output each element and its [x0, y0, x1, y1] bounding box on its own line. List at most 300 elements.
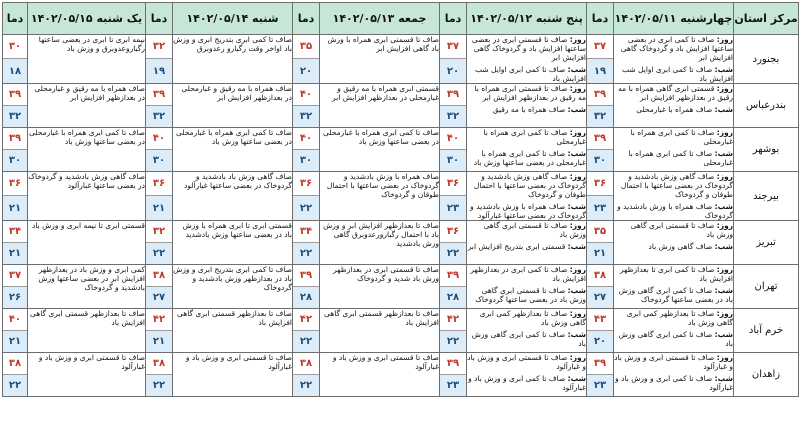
- forecast-cell: [320, 35, 440, 84]
- max-temp: ۳۸: [587, 265, 613, 287]
- night-label: شب:: [714, 105, 733, 114]
- min-temp: ۲۰: [293, 59, 319, 83]
- min-temp: ۲۲: [146, 375, 172, 397]
- min-temp: ۲۱: [146, 196, 172, 220]
- forecast-cell: [614, 221, 734, 265]
- day-forecast-text: صاف تا قسمتی ابری گاهی وزش باد: [630, 221, 733, 239]
- max-temp: ۴۰: [146, 128, 172, 150]
- night-forecast: [614, 286, 733, 304]
- day-forecast-text: صاف تا قسمتی ابری و وزش باد و غبارآلود: [614, 353, 733, 371]
- min-temp: ۲۲: [293, 243, 319, 265]
- forecast-cell: [173, 309, 293, 353]
- forecast-text: صاف تا کمی ابری همراه با غبارمحلی در بعضی ساعتها وزش باد: [29, 128, 145, 146]
- day-forecast: [614, 172, 733, 199]
- min-temp: ۲۰: [440, 59, 466, 83]
- forecast-cell: [467, 84, 587, 128]
- city-name: زاهدان: [734, 353, 799, 397]
- temperature-cell: [293, 353, 320, 397]
- city-name: بوشهر: [734, 128, 799, 172]
- forecast-cell: [320, 353, 440, 397]
- night-label: شب:: [567, 149, 586, 158]
- table-row: [3, 172, 799, 221]
- night-forecast: [614, 65, 733, 83]
- day-forecast-text: صاف تا قسمتی ابری در بعضی ساعتها افزایش باد و گردوخاک گاهی افزایش ابر: [471, 35, 586, 62]
- max-temp: ۳۹: [3, 84, 27, 106]
- forecast-text: صاف تا قسمتی ابری در بعدازظهر وزش باد شدید و گردوخاک: [333, 265, 439, 283]
- forecast-cell: [614, 35, 734, 84]
- min-temp: ۳۲: [146, 106, 172, 128]
- day-label: روز:: [569, 265, 586, 274]
- forecast-text: قسمتی ابری تا نیمه ابری و وزش باد: [32, 221, 145, 230]
- night-forecast-text: صاف تا کمی ابری و وزش باد و غبارآلود: [615, 374, 733, 392]
- temperature-cell: [146, 128, 173, 172]
- max-temp: ۳۸: [146, 353, 172, 375]
- temp-column-header: دما: [3, 3, 28, 35]
- temperature-cell: [293, 309, 320, 353]
- day-forecast: [614, 35, 733, 62]
- day-forecast: [614, 265, 733, 283]
- forecast-cell: [28, 35, 146, 84]
- min-temp: ۱۹: [587, 59, 613, 83]
- forecast-text: نیمه ابری تا ابری در بعضی ساعتها رگباروعدوبرق و وزش باد: [38, 35, 145, 53]
- forecast-cell: [173, 353, 293, 397]
- forecast-cell: [614, 353, 734, 397]
- day-forecast-text: صاف گاهی وزش بادشدید و گردوخاک در بعضی ساعتها با احتمال طوفان و گردوخاک: [620, 172, 733, 199]
- day-forecast: [467, 221, 586, 239]
- night-label: شب:: [567, 374, 586, 383]
- city-name: بندرعباس: [734, 84, 799, 128]
- max-temp: ۳۸: [3, 353, 27, 375]
- max-temp: ۴۳: [587, 309, 613, 331]
- temperature-cell: [146, 265, 173, 309]
- night-label: شب:: [714, 65, 733, 74]
- day-label: روز:: [716, 35, 733, 44]
- min-temp: ۱۸: [3, 59, 27, 83]
- min-temp: ۳۰: [293, 150, 319, 172]
- min-temp: ۲۲: [440, 331, 466, 353]
- temperature-cell: [587, 35, 614, 84]
- temperature-cell: [3, 353, 28, 397]
- day-label: روز:: [569, 172, 586, 181]
- max-temp: ۴۲: [440, 309, 466, 331]
- city-name: تهران: [734, 265, 799, 309]
- max-temp: ۳۶: [440, 172, 466, 196]
- forecast-text: صاف تا کمی ابری بتدریج ابری و وزش باد در بعدازظهر وزش بادشدید و گردوخاک: [173, 265, 292, 292]
- night-forecast: [467, 65, 586, 83]
- forecast-cell: [467, 221, 587, 265]
- night-forecast: [467, 286, 586, 304]
- day-forecast: [467, 128, 586, 146]
- night-forecast-text: صاف تا کمی ابری و وزش باد و غبارآلود: [468, 374, 586, 392]
- min-temp: ۲۳: [587, 375, 613, 397]
- day-forecast-text: صاف تا قسمتی ابری و وزش باد و غبارآلود: [467, 353, 586, 371]
- night-label: شب:: [567, 202, 586, 211]
- forecast-cell: [28, 265, 146, 309]
- night-label: شب:: [567, 242, 586, 251]
- day-forecast-text: صاف تا کمی ابری در بعضی ساعتها افزایش باد و گردوخاک گاهی افزایش ابر: [620, 35, 733, 62]
- temperature-cell: [293, 35, 320, 84]
- max-temp: ۳۹: [293, 265, 319, 287]
- min-temp: ۳۲: [440, 106, 466, 128]
- max-temp: ۳۲: [146, 35, 172, 59]
- day-label: روز:: [569, 353, 586, 362]
- max-temp: ۳۹: [146, 84, 172, 106]
- temperature-cell: [587, 265, 614, 309]
- forecast-text: صاف همراه با مه رقیق و غبارمحلی در بعدازظهر افزایش ابر: [34, 84, 145, 102]
- forecast-cell: [173, 172, 293, 221]
- night-forecast-text: صاف همراه با وزش بادشدید و گردوخاک در بعضی ساعتها غبارآلود: [470, 202, 586, 220]
- day-column-header: شنبه ۱۴۰۲/۰۵/۱۴: [173, 3, 293, 35]
- night-forecast-text: صاف تا کمی ابری گاهی وزش باد: [471, 330, 586, 348]
- city-name: بیرجند: [734, 172, 799, 221]
- day-forecast-text: صاف تا کمی ابری تا بعدازظهر افزایش باد: [619, 265, 733, 283]
- temperature-cell: [3, 35, 28, 84]
- day-forecast-text: صاف تا کمی ابری همراه با غبارمحلی: [630, 128, 733, 146]
- temperature-cell: [440, 172, 467, 221]
- day-forecast: [467, 265, 586, 283]
- min-temp: ۲۱: [146, 331, 172, 353]
- day-forecast-text: صاف تا کمی ابری در بعدازظهر افزایش باد: [470, 265, 586, 283]
- forecast-cell: [320, 309, 440, 353]
- min-temp: ۳۰: [3, 150, 27, 172]
- temp-column-header: دما: [440, 3, 467, 35]
- max-temp: ۳۰: [3, 35, 27, 59]
- max-temp: ۳۹: [440, 353, 466, 375]
- forecast-cell: [28, 309, 146, 353]
- day-label: روز:: [716, 172, 733, 181]
- day-forecast: [467, 84, 586, 102]
- temperature-cell: [3, 309, 28, 353]
- night-forecast-text: صاف تا کمی ابری اوایل شب افزایش باد: [475, 65, 586, 83]
- day-forecast: [467, 309, 586, 327]
- temperature-cell: [587, 353, 614, 397]
- min-temp: ۳۰: [587, 150, 613, 172]
- min-temp: ۲۸: [440, 287, 466, 309]
- temperature-cell: [146, 353, 173, 397]
- temperature-cell: [440, 309, 467, 353]
- max-temp: ۴۰: [3, 309, 27, 331]
- temperature-cell: [3, 172, 28, 221]
- max-temp: ۳۶: [440, 221, 466, 243]
- temperature-cell: [3, 221, 28, 265]
- temperature-cell: [146, 35, 173, 84]
- day-label: روز:: [569, 221, 586, 230]
- forecast-cell: [28, 353, 146, 397]
- night-forecast: [614, 374, 733, 392]
- forecast-cell: [173, 35, 293, 84]
- forecast-cell: [28, 221, 146, 265]
- forecast-text: قسمتی ابری تا ابری همراه با وزش باد در بعضی ساعتها وزش بادشدید: [182, 221, 292, 239]
- night-label: شب:: [567, 65, 586, 74]
- forecast-text: صاف همراه با مه رقیق و غبارمحلی در بعدازظهر افزایش ابر: [181, 84, 292, 102]
- temp-column-header: دما: [293, 3, 320, 35]
- forecast-text: صاف همراه با وزش بادشدید و گردوخاک در بعضی ساعتها با احتمال طوفان و گردوخاک: [326, 172, 439, 199]
- temperature-cell: [587, 309, 614, 353]
- forecast-text: صاف تا کمی ابری همراه با غبارمحلی در بعضی ساعتها وزش باد: [176, 128, 292, 146]
- temperature-cell: [587, 221, 614, 265]
- min-temp: ۲۳: [440, 196, 466, 220]
- min-temp: ۳۰: [440, 150, 466, 172]
- night-forecast: [467, 330, 586, 348]
- forecast-text: صاف تا قسمتی ابری همراه با وزش باد گاهی افزایش ابر: [327, 35, 439, 53]
- max-temp: ۴۰: [293, 128, 319, 150]
- max-temp: ۳۹: [587, 84, 613, 106]
- forecast-cell: [28, 128, 146, 172]
- temperature-cell: [146, 309, 173, 353]
- temperature-cell: [440, 265, 467, 309]
- day-label: روز:: [716, 221, 733, 230]
- max-temp: ۳۶: [3, 172, 27, 196]
- night-forecast: [467, 202, 586, 220]
- day-label: روز:: [716, 128, 733, 137]
- max-temp: ۳۶: [146, 172, 172, 196]
- max-temp: ۳۵: [293, 35, 319, 59]
- max-temp: ۴۰: [440, 128, 466, 150]
- min-temp: ۲۲: [293, 375, 319, 397]
- max-temp: ۴۲: [293, 309, 319, 331]
- max-temp: ۳۷: [3, 265, 27, 287]
- day-label: روز:: [569, 309, 586, 318]
- night-forecast-text: قسمتی ابری بتدریج افزایش ابر: [467, 242, 566, 251]
- forecast-cell: [614, 172, 734, 221]
- forecast-text: صاف گاهی وزش باد بادشدید و گردوخاک در بعضی ساعتها غبارآلود: [184, 172, 292, 190]
- min-temp: ۲۳: [587, 196, 613, 220]
- night-forecast-text: صاف تا قسمتی ابری گاهی وزش باد در بعضی ساعتها گردوخاک: [475, 286, 586, 304]
- forecast-cell: [173, 84, 293, 128]
- forecast-text: صاف گاهی وزش بادشدید و گردوخاک در بعضی ساعتها غبارآلود: [28, 172, 145, 190]
- temperature-cell: [440, 35, 467, 84]
- day-forecast: [614, 128, 733, 146]
- temperature-cell: [293, 128, 320, 172]
- city-column-header: مرکز استان: [734, 3, 799, 35]
- forecast-text: صاف تا قسمتی ابری و وزش باد و غبارآلود: [185, 353, 292, 371]
- day-forecast: [614, 309, 733, 327]
- temperature-cell: [146, 221, 173, 265]
- min-temp: ۳۰: [146, 150, 172, 172]
- table-row: [3, 353, 799, 397]
- city-name: تبریز: [734, 221, 799, 265]
- temperature-cell: [440, 353, 467, 397]
- temperature-cell: [146, 172, 173, 221]
- day-forecast: [467, 172, 586, 199]
- day-forecast-text: صاف تا بعدازظهر کمی ابری گاهی وزش باد: [626, 309, 733, 327]
- max-temp: ۳۸: [146, 265, 172, 287]
- forecast-text: کمی ابری و وزش باد در بعدازظهر افزایش ابر در بعضی ساعتها وزش بادشدید و گردوخاک: [38, 265, 145, 292]
- min-temp: ۲۲: [3, 375, 27, 397]
- night-forecast: [614, 330, 733, 348]
- forecast-text: قسمتی ابری همراه با مه رقیق و غبارمحلی در بعدازظهر افزایش ابر: [332, 84, 439, 102]
- max-temp: ۳۹: [587, 353, 613, 375]
- forecast-cell: [320, 84, 440, 128]
- temperature-cell: [440, 84, 467, 128]
- table-row: [3, 128, 799, 172]
- day-label: روز:: [716, 309, 733, 318]
- night-forecast: [614, 242, 733, 251]
- night-label: شب:: [714, 374, 733, 383]
- table-row: [3, 309, 799, 353]
- temperature-cell: [293, 84, 320, 128]
- forecast-cell: [614, 265, 734, 309]
- temperature-cell: [587, 128, 614, 172]
- forecast-cell: [320, 172, 440, 221]
- day-forecast-text: قسمتی ابری گاهی همراه با مه رقیق در بعدازظهر افزایش ابر: [618, 84, 733, 102]
- night-forecast-text: صاف همراه با غبارمحلی: [636, 105, 713, 114]
- day-forecast: [467, 35, 586, 62]
- forecast-cell: [467, 35, 587, 84]
- night-label: شب:: [714, 286, 733, 295]
- max-temp: ۳۶: [293, 172, 319, 196]
- forecast-cell: [320, 221, 440, 265]
- forecast-text: صاف تا بعدازظهر افزایش ابر و وزش باد با احتمال رگبارورعدوبرق گاهی وزش بادشدید: [323, 221, 439, 248]
- temperature-cell: [440, 221, 467, 265]
- night-forecast-text: صاف تا کمی ابری همراه با غبارمحلی در بعضی ساعتها وزش باد: [473, 149, 586, 167]
- min-temp: ۲۱: [3, 243, 27, 265]
- night-label: شب:: [567, 105, 586, 114]
- forecast-cell: [467, 265, 587, 309]
- forecast-cell: [320, 265, 440, 309]
- day-forecast: [614, 353, 733, 371]
- table-row: [3, 265, 799, 309]
- temperature-cell: [587, 84, 614, 128]
- day-column-header: چهارشنبه ۱۴۰۲/۰۵/۱۱: [614, 3, 734, 35]
- day-forecast-text: صاف تا قسمتی ابری همراه با مه رقیق در بعدازظهر افزایش ابر: [474, 84, 586, 102]
- min-temp: ۲۸: [293, 287, 319, 309]
- temperature-cell: [293, 265, 320, 309]
- table-row: [3, 84, 799, 128]
- forecast-cell: [320, 128, 440, 172]
- day-column-header: پنج شنبه ۱۴۰۲/۰۵/۱۲: [467, 3, 587, 35]
- max-temp: ۳۷: [440, 35, 466, 59]
- max-temp: ۳۸: [293, 353, 319, 375]
- min-temp: ۲۶: [3, 287, 27, 309]
- max-temp: ۳۷: [587, 35, 613, 59]
- min-temp: ۲۱: [3, 331, 27, 353]
- night-label: شب:: [714, 242, 733, 251]
- forecast-text: صاف تا کمی ابری بتدریج ابری و وزش باد اواخر وقت رگبارو رعدوبرق: [173, 35, 292, 53]
- max-temp: ۳۶: [587, 172, 613, 196]
- day-column-header: جمعه ۱۴۰۲/۰۵/۱۳: [320, 3, 440, 35]
- day-label: روز:: [569, 35, 586, 44]
- forecast-cell: [614, 128, 734, 172]
- night-forecast-text: صاف گاهی وزش باد: [648, 242, 713, 251]
- min-temp: ۳۲: [3, 106, 27, 128]
- forecast-cell: [467, 353, 587, 397]
- min-temp: ۲۲: [440, 243, 466, 265]
- night-forecast: [467, 242, 586, 251]
- night-forecast: [467, 105, 586, 114]
- forecast-text: صاف تا قسمتی ابری و وزش باد و غبارآلود: [38, 353, 145, 371]
- day-forecast: [614, 221, 733, 239]
- day-forecast: [614, 84, 733, 102]
- min-temp: ۲۰: [587, 331, 613, 353]
- min-temp: ۲۳: [440, 375, 466, 397]
- temp-column-header: دما: [146, 3, 173, 35]
- night-forecast-text: صاف همراه با مه رقیق: [492, 105, 566, 114]
- max-temp: ۳۲: [146, 221, 172, 243]
- min-temp: ۲۱: [587, 243, 613, 265]
- night-forecast: [614, 105, 733, 114]
- forecast-cell: [467, 172, 587, 221]
- max-temp: ۳۹: [440, 84, 466, 106]
- night-label: شب:: [714, 330, 733, 339]
- temperature-cell: [293, 221, 320, 265]
- night-forecast-text: صاف تا کمی ابری اوایل شب افزایش باد: [622, 65, 733, 83]
- forecast-cell: [173, 265, 293, 309]
- max-temp: ۳۴: [293, 221, 319, 243]
- night-forecast-text: صاف همراه با وزش بادشدید و گردوخاک: [617, 202, 733, 220]
- night-label: شب:: [714, 202, 733, 211]
- city-name: خرم آباد: [734, 309, 799, 353]
- night-forecast: [614, 202, 733, 220]
- min-temp: ۲۲: [146, 243, 172, 265]
- day-forecast-text: صاف تا بعدازظهر کمی ابری گاهی وزش باد: [479, 309, 586, 327]
- night-forecast: [467, 149, 586, 167]
- day-label: روز:: [716, 265, 733, 274]
- max-temp: ۴۰: [293, 84, 319, 106]
- min-temp: ۳۲: [587, 106, 613, 128]
- forecast-text: صاف تا بعدازظهر قسمتی ابری گاهی افزایش باد: [176, 309, 292, 327]
- max-temp: ۴۲: [146, 309, 172, 331]
- max-temp: ۳۵: [587, 221, 613, 243]
- weather-forecast-table: [2, 2, 799, 397]
- forecast-cell: [28, 84, 146, 128]
- forecast-cell: [614, 84, 734, 128]
- table-row: [3, 221, 799, 265]
- night-label: شب:: [714, 149, 733, 158]
- forecast-text: صاف تا بعدازظهر قسمتی ابری گاهی افزایش باد: [323, 309, 439, 327]
- night-label: شب:: [567, 330, 586, 339]
- temperature-cell: [440, 128, 467, 172]
- forecast-text: صاف تا بعدازظهر قسمتی ابری گاهی افزایش باد: [29, 309, 145, 327]
- table-row: [3, 35, 799, 84]
- min-temp: ۲۷: [146, 287, 172, 309]
- forecast-text: صاف تا قسمتی ابری و وزش باد و غبارآلود: [332, 353, 439, 371]
- min-temp: ۲۲: [293, 331, 319, 353]
- temperature-cell: [587, 172, 614, 221]
- max-temp: ۳۹: [587, 128, 613, 150]
- header-row: [3, 3, 799, 35]
- day-forecast-text: صاف تا قسمتی ابری گاهی وزش باد: [483, 221, 586, 239]
- night-forecast: [614, 149, 733, 167]
- forecast-cell: [467, 309, 587, 353]
- min-temp: ۳۲: [293, 106, 319, 128]
- min-temp: ۲۱: [3, 196, 27, 220]
- forecast-cell: [28, 172, 146, 221]
- forecast-cell: [173, 128, 293, 172]
- day-forecast: [467, 353, 586, 371]
- min-temp: ۲۷: [587, 287, 613, 309]
- day-column-header: یک شنبه ۱۴۰۲/۰۵/۱۵: [28, 3, 146, 35]
- day-label: روز:: [569, 128, 586, 137]
- day-label: روز:: [716, 84, 733, 93]
- night-forecast-text: صاف تا کمی ابری همراه با غبارمحلی: [628, 149, 733, 167]
- day-label: روز:: [569, 84, 586, 93]
- forecast-cell: [467, 128, 587, 172]
- night-forecast-text: صاف تا کمی ابری گاهی وزش باد در بعضی ساعتها گردوخاک: [618, 286, 733, 304]
- temperature-cell: [293, 172, 320, 221]
- night-forecast: [467, 374, 586, 392]
- min-temp: ۲۲: [293, 196, 319, 220]
- night-forecast-text: صاف تا کمی ابری گاهی وزش باد: [618, 330, 733, 348]
- temperature-cell: [146, 84, 173, 128]
- day-label: روز:: [716, 353, 733, 362]
- max-temp: ۳۹: [440, 265, 466, 287]
- temperature-cell: [3, 265, 28, 309]
- forecast-cell: [173, 221, 293, 265]
- temperature-cell: [3, 128, 28, 172]
- city-name: بجنورد: [734, 35, 799, 84]
- forecast-cell: [614, 309, 734, 353]
